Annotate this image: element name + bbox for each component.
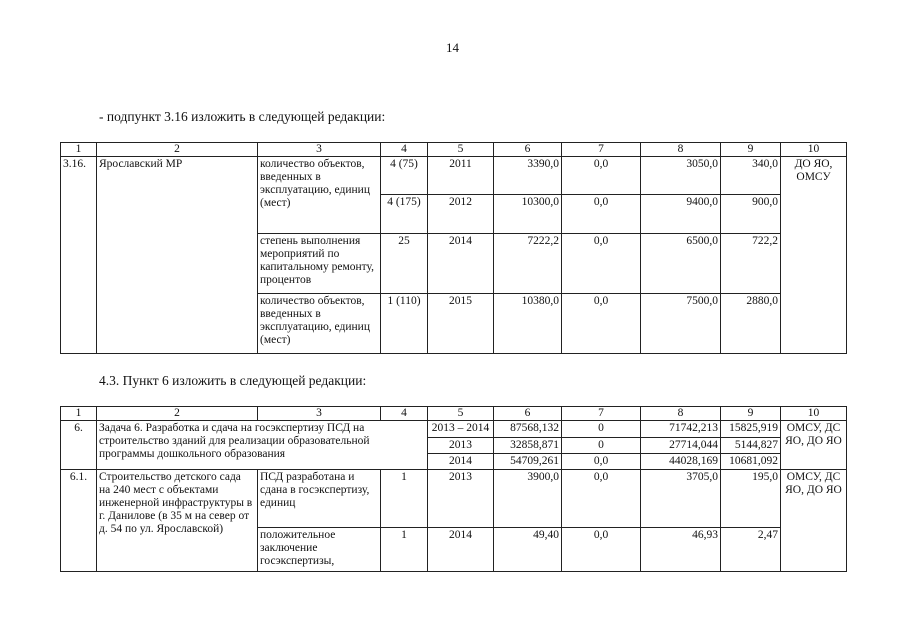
item-name: Ярославский МР: [97, 157, 258, 354]
amount-col7: 0,0: [562, 195, 641, 234]
executor: ДО ЯО, ОМСУ: [781, 157, 847, 354]
amount-col8: 3050,0: [641, 157, 721, 195]
executor: ОМСУ, ДС ЯО, ДО ЯО: [781, 470, 847, 572]
col-number: 3: [258, 143, 381, 157]
col-number: 3: [258, 407, 381, 421]
col-number: 8: [641, 407, 721, 421]
table-row: [61, 421, 847, 438]
amount-col8: 27714,044: [641, 438, 721, 454]
item-number: 6.1.: [61, 470, 97, 572]
section-heading-subpoint-3-16: - подпункт 3.16 изложить в следующей редакции:: [99, 109, 386, 124]
col-number: 7: [562, 407, 641, 421]
col-number: 5: [428, 143, 494, 157]
task-description: Задача 6. Разработка и сдача на госэкспертизу ПСД на строительство зданий для реализации образовательной программы дошкольного образования: [97, 421, 428, 470]
total-amount: 49,40: [494, 528, 562, 572]
col-number: 10: [781, 407, 847, 421]
amount-col8: 46,93: [641, 528, 721, 572]
col-number: 4: [381, 143, 428, 157]
year: 2013 – 2014: [428, 421, 494, 438]
col-number: 5: [428, 407, 494, 421]
header-row: [61, 143, 847, 157]
program-table-task-6: [60, 406, 847, 572]
indicator-name: количество объектов, введенных в эксплуатацию, единиц (мест): [258, 294, 381, 354]
amount-col8: 71742,213: [641, 421, 721, 438]
col-number: 9: [721, 407, 781, 421]
col-number: 1: [61, 143, 97, 157]
amount-col7: 0,0: [562, 157, 641, 195]
indicator-value: 4 (175): [381, 195, 428, 234]
table-row: [61, 470, 847, 528]
year: 2015: [428, 294, 494, 354]
year: 2014: [428, 234, 494, 294]
indicator-name: степень выполнения мероприятий по капитальному ремонту, процентов: [258, 234, 381, 294]
item-number: 3.16.: [61, 157, 97, 354]
year: 2013: [428, 438, 494, 454]
col-number: 10: [781, 143, 847, 157]
col-number: 2: [97, 143, 258, 157]
amount-col7: 0,0: [562, 528, 641, 572]
amount-col7: 0,0: [562, 470, 641, 528]
year: 2011: [428, 157, 494, 195]
indicator-value: 1: [381, 470, 428, 528]
indicator-value: 1: [381, 528, 428, 572]
amount-col8: 3705,0: [641, 470, 721, 528]
amount-col9: 15825,919: [721, 421, 781, 438]
col-number: 4: [381, 407, 428, 421]
total-amount: 10380,0: [494, 294, 562, 354]
amount-col8: 6500,0: [641, 234, 721, 294]
col-number: 1: [61, 407, 97, 421]
indicator-name: положительное заключение госэкспертизы,: [258, 528, 381, 572]
indicator-value: 1 (110): [381, 294, 428, 354]
item-name: Строительство детского сада на 240 мест с объектами инженерной инфраструктуры в г. Данилове (в 35 м на север от д. 54 по ул. Ярославской): [97, 470, 258, 572]
amount-col9: 195,0: [721, 470, 781, 528]
amount-col7: 0: [562, 421, 641, 438]
col-number: 6: [494, 143, 562, 157]
task-number: 6.: [61, 421, 97, 470]
section-heading-point-6: 4.3. Пункт 6 изложить в следующей редакции:: [99, 373, 367, 388]
col-number: 2: [97, 407, 258, 421]
table-row: [61, 157, 847, 195]
year: 2012: [428, 195, 494, 234]
year: 2014: [428, 454, 494, 470]
total-amount: 3390,0: [494, 157, 562, 195]
amount-col8: 7500,0: [641, 294, 721, 354]
amount-col9: 2880,0: [721, 294, 781, 354]
col-number: 8: [641, 143, 721, 157]
indicator-name: количество объектов, введенных в эксплуатацию, единиц (мест): [258, 157, 381, 234]
indicator-value: 4 (75): [381, 157, 428, 195]
total-amount: 87568,132: [494, 421, 562, 438]
amount-col7: 0,0: [562, 234, 641, 294]
amount-col7: 0,0: [562, 294, 641, 354]
amount-col9: 900,0: [721, 195, 781, 234]
year: 2013: [428, 470, 494, 528]
amount-col9: 10681,092: [721, 454, 781, 470]
indicator-name: ПСД разработана и сдана в госэкспертизу, единиц: [258, 470, 381, 528]
amount-col7: 0,0: [562, 454, 641, 470]
program-table-3-16: [60, 142, 847, 354]
col-number: 6: [494, 407, 562, 421]
header-row: [61, 407, 847, 421]
amount-col7: 0: [562, 438, 641, 454]
amount-col9: 340,0: [721, 157, 781, 195]
indicator-value: 25: [381, 234, 428, 294]
total-amount: 7222,2: [494, 234, 562, 294]
col-number: 7: [562, 143, 641, 157]
page-number: 14: [446, 40, 459, 55]
year: 2014: [428, 528, 494, 572]
amount-col9: 2,47: [721, 528, 781, 572]
amount-col8: 9400,0: [641, 195, 721, 234]
total-amount: 3900,0: [494, 470, 562, 528]
col-number: 9: [721, 143, 781, 157]
amount-col8: 44028,169: [641, 454, 721, 470]
amount-col9: 722,2: [721, 234, 781, 294]
total-amount: 54709,261: [494, 454, 562, 470]
amount-col9: 5144,827: [721, 438, 781, 454]
executor: ОМСУ, ДС ЯО, ДО ЯО: [781, 421, 847, 470]
total-amount: 32858,871: [494, 438, 562, 454]
total-amount: 10300,0: [494, 195, 562, 234]
